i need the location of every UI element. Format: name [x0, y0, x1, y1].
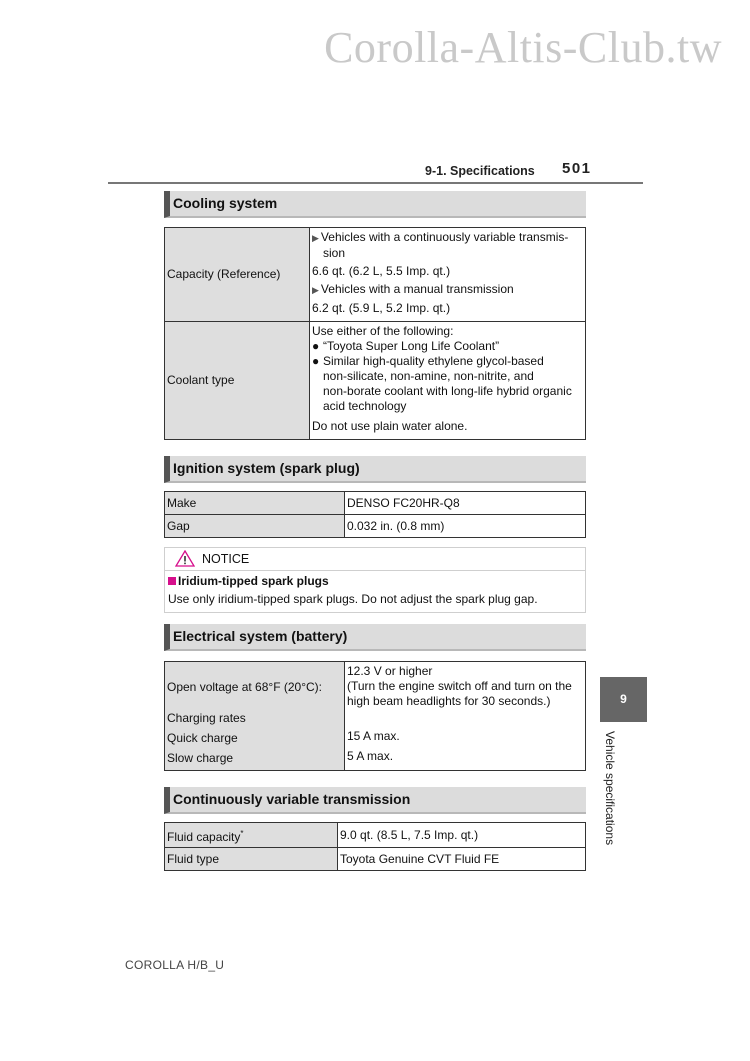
slow-charge-label: Slow charge	[167, 751, 234, 765]
gap-value: 0.032 in. (0.8 mm)	[345, 515, 586, 538]
cooling-table	[164, 227, 586, 440]
cooling-heading: Cooling system	[164, 191, 586, 218]
triangle-right-icon: ▶	[312, 285, 319, 295]
chapter-tab-label: Vehicle specifications	[603, 731, 617, 846]
notice-header	[165, 548, 585, 571]
table-row	[165, 823, 586, 848]
cvt-capacity-value: 6.6 qt. (6.2 L, 5.5 Imp. qt.)	[312, 264, 451, 278]
cvt-table	[164, 822, 586, 871]
table-row	[165, 492, 586, 515]
table-row	[165, 228, 586, 322]
table-row	[165, 662, 586, 771]
capacity-label: Capacity (Reference)	[165, 228, 310, 322]
notice-text: Use only iridium-tipped spark plugs. Do not adjust the spark plug gap.	[168, 592, 538, 606]
fluid-type-value: Toyota Genuine CVT Fluid FE	[338, 848, 586, 871]
manual-capacity-value: 6.2 qt. (5.9 L, 5.2 Imp. qt.)	[312, 301, 451, 315]
make-value: DENSO FC20HR-Q8	[345, 492, 586, 515]
quick-charge-value: 15 A max.	[347, 729, 400, 743]
fluid-capacity-value: 9.0 qt. (8.5 L, 7.5 Imp. qt.)	[338, 823, 586, 848]
make-label: Make	[165, 492, 345, 515]
header-rule	[108, 182, 643, 184]
slow-charge-value: 5 A max.	[347, 749, 394, 763]
voltage-label: Open voltage at 68°F (20°C):	[167, 680, 323, 694]
electrical-label-cell	[165, 662, 345, 771]
ignition-heading: Ignition system (spark plug)	[164, 456, 586, 483]
notice-subtitle: Iridium-tipped spark plugs	[168, 574, 582, 588]
cvt-heading: Continuously variable transmission	[164, 787, 586, 814]
electrical-heading: Electrical system (battery)	[164, 624, 586, 651]
warning-triangle-icon	[175, 550, 195, 567]
coolant-label: Coolant type	[165, 322, 310, 440]
footer-code: COROLLA H/B_U	[125, 958, 225, 972]
electrical-table	[164, 661, 586, 771]
ignition-table	[164, 491, 586, 538]
capacity-value: ▶ Vehicles with a continuously variable transmis- sion 6.6 qt. (6.2 L, 5.5 Imp. qt.) ▶ Vehicles with a manual transmission 6.2 qt. (5.9 L, 5.2 Imp. qt.)	[310, 228, 586, 322]
fluid-capacity-label: Fluid capacity*	[165, 823, 338, 848]
section-label: 9-1. Specifications	[425, 164, 535, 178]
coolant-warning: Do not use plain water alone.	[312, 419, 468, 433]
electrical-value-cell: 12.3 V or higher (Turn the engine switch off and turn on the high beam headlights for 30 seconds.) 15 A max. 5 A max.	[345, 662, 586, 771]
fluid-type-label: Fluid type	[165, 848, 338, 871]
coolant-value: Use either of the following: ● “Toyota Super Long Life Coolant” ● Similar high-quality ethylene glycol-based non-silicate, non-amine, non-nitrite, and non-borate coolant with long-life hybrid organic acid technology Do not use plain water alone.	[310, 322, 586, 440]
content	[164, 191, 586, 871]
notice-title: NOTICE	[202, 552, 250, 566]
bullet-icon: ●	[312, 339, 320, 353]
gap-label: Gap	[165, 515, 345, 538]
table-row	[165, 322, 586, 440]
triangle-right-icon: ▶	[312, 233, 319, 243]
square-icon	[168, 577, 176, 585]
charging-label: Charging rates	[167, 711, 246, 725]
page-number: 501	[562, 160, 592, 177]
notice-box	[164, 547, 586, 613]
quick-charge-label: Quick charge	[167, 731, 238, 745]
notice-body	[165, 571, 585, 612]
voltage-value: 12.3 V or higher	[347, 664, 433, 678]
table-row	[165, 848, 586, 871]
watermark: Corolla-Altis-Club.tw	[324, 23, 722, 72]
chapter-tab[interactable]: 9	[600, 677, 647, 722]
table-row	[165, 515, 586, 538]
bullet-icon: ●	[312, 354, 320, 368]
